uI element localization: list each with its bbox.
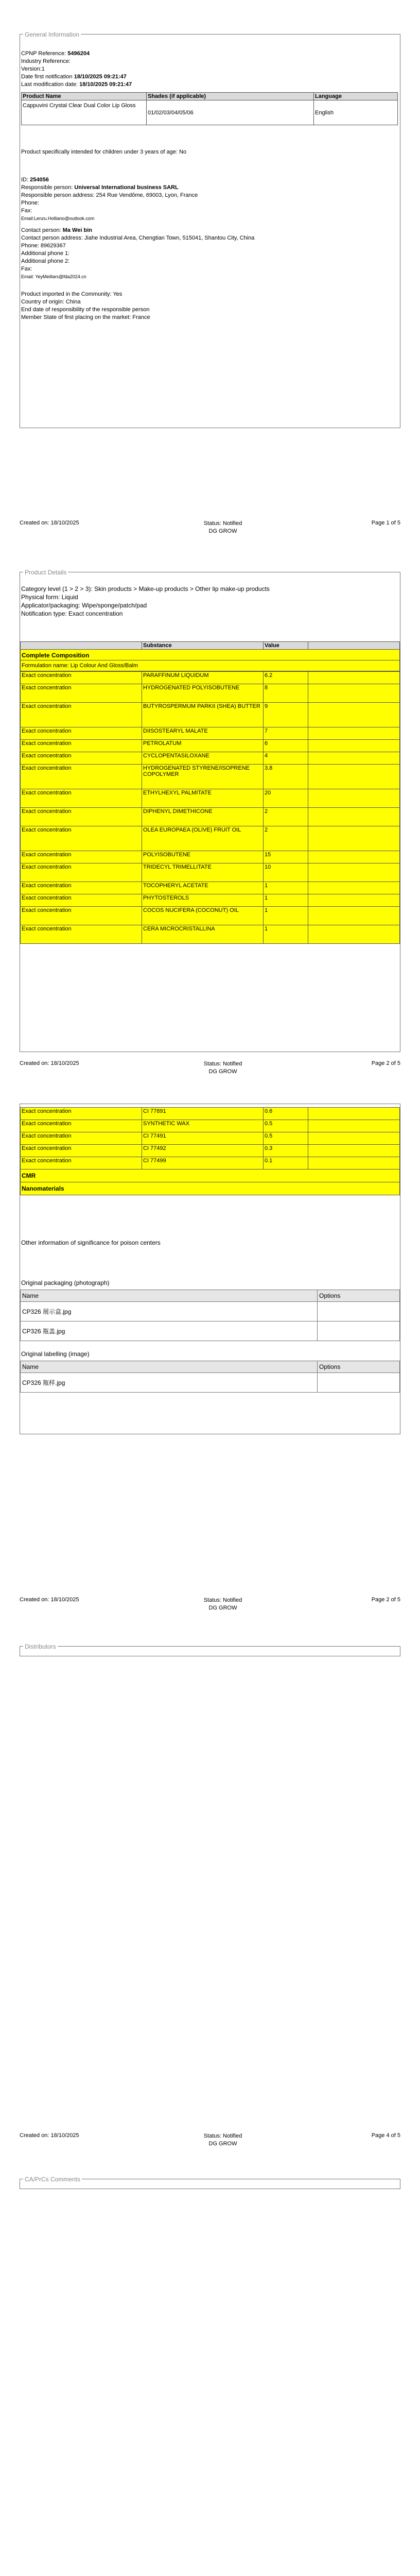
blank-cell bbox=[308, 851, 400, 863]
additional-phone-1: Additional phone 1: bbox=[21, 250, 70, 257]
value-cell: 15 bbox=[264, 851, 308, 863]
last-modification-label: Last modification date: bbox=[21, 81, 78, 88]
substance-cell: HYDROGENATED POLYISOBUTENE bbox=[142, 684, 264, 703]
product-details-continued-section bbox=[20, 1104, 400, 1434]
composition-row bbox=[21, 826, 400, 851]
footer-company: DG GROW bbox=[208, 528, 237, 534]
composition-row bbox=[21, 851, 400, 863]
footer-company: DG GROW bbox=[208, 2141, 237, 2147]
table-header: Substance bbox=[142, 642, 264, 650]
additional-phone-2: Additional phone 2: bbox=[21, 258, 70, 264]
general-info-block bbox=[21, 50, 397, 89]
contact-person-name: Ma Wei bin bbox=[62, 227, 92, 233]
composition-rows-continued bbox=[20, 1107, 400, 1170]
blank-cell bbox=[308, 672, 400, 684]
packaging-file-link[interactable]: CP326 展示盒.jpg bbox=[21, 1302, 318, 1321]
children-statement: Product specifically intended for children under 3 years of age: No bbox=[21, 149, 187, 155]
product-details-legend: Product Details bbox=[23, 569, 68, 576]
composition-row bbox=[21, 1145, 400, 1157]
blank-cell bbox=[308, 1145, 400, 1157]
composition-rows bbox=[20, 671, 400, 944]
value-cell: 0.3 bbox=[264, 1145, 308, 1157]
id-label: ID: bbox=[21, 177, 29, 183]
concentration-type-cell: Exact concentration bbox=[21, 1120, 142, 1132]
country-of-origin: Country of origin: China bbox=[21, 299, 81, 305]
concentration-type-cell: Exact concentration bbox=[21, 1108, 142, 1120]
id-value: 254056 bbox=[30, 177, 49, 183]
composition-row bbox=[21, 894, 400, 907]
table-header: Value bbox=[264, 642, 308, 650]
composition-row bbox=[21, 752, 400, 765]
composition-row bbox=[21, 808, 400, 826]
labelling-table bbox=[20, 1361, 400, 1393]
distributors-legend: Distributors bbox=[23, 1643, 58, 1650]
blank-cell bbox=[308, 1157, 400, 1170]
table-header: Options bbox=[318, 1361, 400, 1373]
value-cell: 8 bbox=[264, 684, 308, 703]
substance-cell: HYDROGENATED STYRENE/ISOPRENE COPOLYMER bbox=[142, 765, 264, 789]
composition-row bbox=[21, 765, 400, 789]
concentration-type-cell: Exact concentration bbox=[21, 1132, 142, 1145]
complete-composition-heading: Complete Composition bbox=[20, 650, 400, 660]
contact-person-label: Contact person: bbox=[21, 227, 61, 233]
footer-page: Page 1 of 5 bbox=[371, 520, 400, 526]
table-header: Options bbox=[318, 1290, 400, 1302]
packaging-file-link[interactable]: CP326 瓶盖.jpg bbox=[21, 1321, 318, 1341]
contact-fax: Fax: bbox=[21, 266, 32, 272]
notification-type: Notification type: Exact concentration bbox=[21, 610, 123, 617]
composition-row bbox=[21, 789, 400, 808]
concentration-type-cell: Exact concentration bbox=[21, 1145, 142, 1157]
substance-cell: CERA MICROCRISTALLINA bbox=[142, 925, 264, 944]
footer-status-block bbox=[177, 1060, 269, 1076]
value-cell: 2 bbox=[264, 826, 308, 851]
composition-table bbox=[20, 641, 400, 650]
first-notification-date: 18/10/2025 09:21:47 bbox=[74, 74, 127, 80]
product-category-block bbox=[21, 585, 397, 618]
composition-row bbox=[21, 863, 400, 882]
table-header: Product Name bbox=[22, 93, 147, 100]
table-header: Name bbox=[21, 1290, 318, 1302]
footer-status-block bbox=[177, 520, 269, 535]
table-header bbox=[21, 642, 142, 650]
substance-cell: SYNTHETIC WAX bbox=[142, 1120, 264, 1132]
blank-cell bbox=[308, 894, 400, 907]
formulation-name: Formulation name: Lip Colour And Gloss/Balm bbox=[20, 660, 400, 671]
product-name-cell: Cappuvini Crystal Clear Dual Color Lip Gloss bbox=[22, 100, 147, 125]
composition-row bbox=[21, 1157, 400, 1170]
blank-cell bbox=[308, 925, 400, 944]
footer-page: Page 4 of 5 bbox=[371, 2132, 400, 2139]
poison-centers-info: Other information of significance for poison centers bbox=[21, 1239, 161, 1246]
last-modification-date: 18/10/2025 09:21:47 bbox=[79, 81, 132, 88]
cmr-heading: CMR bbox=[20, 1170, 400, 1182]
responsible-person-label: Responsible person: bbox=[21, 184, 73, 191]
value-cell: 0.5 bbox=[264, 1132, 308, 1145]
contact-person-address: Contact person address: Jiahe Industrial Area, Chengtian Town, 515041, Shantou City, China bbox=[21, 235, 255, 241]
industry-reference: Industry Reference: bbox=[21, 58, 71, 64]
labelling-file-link[interactable]: CP326 瓶样.jpg bbox=[21, 1373, 318, 1393]
value-cell: 6.2 bbox=[264, 672, 308, 684]
packaging-table-wrap bbox=[20, 1290, 400, 1341]
concentration-type-cell: Exact concentration bbox=[21, 894, 142, 907]
substance-cell: PHYTOSTEROLS bbox=[142, 894, 264, 907]
substance-cell: ETHYLHEXYL PALMITATE bbox=[142, 789, 264, 808]
blank-cell bbox=[308, 1132, 400, 1145]
cpnp-value: 5496204 bbox=[67, 50, 90, 57]
options-cell bbox=[318, 1302, 400, 1321]
value-cell: 1 bbox=[264, 907, 308, 925]
footer-created: Created on: 18/10/2025 bbox=[20, 1060, 79, 1066]
blank-cell bbox=[308, 907, 400, 925]
category-levels: Category level (1 > 2 > 3): Skin products > Make-up products > Other lip make-up products bbox=[21, 585, 270, 592]
rp-fax: Fax: bbox=[21, 208, 32, 214]
footer-created: Created on: 18/10/2025 bbox=[20, 520, 79, 526]
composition-row bbox=[21, 925, 400, 944]
blank-cell bbox=[308, 752, 400, 765]
cpnp-label: CPNP Reference: bbox=[21, 50, 66, 57]
substance-cell: CI 77492 bbox=[142, 1145, 264, 1157]
composition-table-wrap bbox=[20, 641, 400, 944]
language-cell: English bbox=[314, 100, 398, 125]
value-cell: 2 bbox=[264, 808, 308, 826]
contact-email: Email: YeyMeillars@fda2024.cn bbox=[21, 274, 86, 279]
options-cell bbox=[318, 1373, 400, 1393]
physical-form: Physical form: Liquid bbox=[21, 594, 78, 601]
value-cell: 0.6 bbox=[264, 1108, 308, 1120]
table-header bbox=[308, 642, 400, 650]
rp-phone: Phone: bbox=[21, 200, 39, 206]
product-name-table-wrap bbox=[21, 92, 398, 125]
footer-company: DG GROW bbox=[208, 1605, 237, 1611]
composition-row bbox=[21, 740, 400, 752]
substance-cell: POLYISOBUTENE bbox=[142, 851, 264, 863]
end-date-responsibility: End date of responsibility of the responsible person bbox=[21, 307, 150, 313]
substance-cell: TRIDECYL TRIMELLITATE bbox=[142, 863, 264, 882]
footer-status: Status: Notified bbox=[203, 1597, 242, 1603]
product-details-section bbox=[20, 569, 400, 1052]
substance-cell: OLEA EUROPAEA (OLIVE) FRUIT OIL bbox=[142, 826, 264, 851]
value-cell: 1 bbox=[264, 894, 308, 907]
responsible-person-address: Responsible person address: 254 Rue Vendôme, 69003, Lyon, France bbox=[21, 192, 198, 198]
contact-phone: Phone: 89629367 bbox=[21, 243, 66, 249]
imported-statement: Product imported in the Community: Yes bbox=[21, 291, 122, 297]
comments-legend: CA/PrCs Comments bbox=[23, 2176, 82, 2183]
blank-cell bbox=[308, 1120, 400, 1132]
substance-cell: CI 77491 bbox=[142, 1132, 264, 1145]
blank-cell bbox=[308, 740, 400, 752]
value-cell: 7 bbox=[264, 727, 308, 740]
concentration-type-cell: Exact concentration bbox=[21, 727, 142, 740]
footer-status: Status: Notified bbox=[203, 2133, 242, 2139]
composition-row bbox=[21, 1120, 400, 1132]
value-cell: 4 bbox=[264, 752, 308, 765]
composition-row bbox=[21, 727, 400, 740]
value-cell: 9 bbox=[264, 703, 308, 727]
blank-cell bbox=[308, 703, 400, 727]
blank-cell bbox=[308, 826, 400, 851]
blank-cell bbox=[308, 1108, 400, 1120]
concentration-type-cell: Exact concentration bbox=[21, 752, 142, 765]
concentration-type-cell: Exact concentration bbox=[21, 863, 142, 882]
substance-cell: PARAFFINUM LIQUIDUM bbox=[142, 672, 264, 684]
substance-cell: CI 77891 bbox=[142, 1108, 264, 1120]
footer-created: Created on: 18/10/2025 bbox=[20, 1597, 79, 1603]
concentration-type-cell: Exact concentration bbox=[21, 925, 142, 944]
options-cell bbox=[318, 1321, 400, 1341]
concentration-type-cell: Exact concentration bbox=[21, 684, 142, 703]
substance-cell: TOCOPHERYL ACETATE bbox=[142, 882, 264, 894]
substance-cell: COCOS NUCIFERA (COCONUT) OIL bbox=[142, 907, 264, 925]
composition-row bbox=[21, 684, 400, 703]
shades-cell: 01/02/03/04/05/06 bbox=[147, 100, 314, 125]
substance-cell: BUTYROSPERMUM PARKII (SHEA) BUTTER bbox=[142, 703, 264, 727]
labelling-table-wrap bbox=[20, 1361, 400, 1393]
value-cell: 0.1 bbox=[264, 1157, 308, 1170]
packaging-table bbox=[20, 1290, 400, 1341]
concentration-type-cell: Exact concentration bbox=[21, 765, 142, 789]
distributors-section bbox=[20, 1643, 400, 1656]
concentration-type-cell: Exact concentration bbox=[21, 882, 142, 894]
concentration-type-cell: Exact concentration bbox=[21, 851, 142, 863]
applicator-packaging: Applicator/packaging: Wipe/sponge/patch/pad bbox=[21, 602, 147, 609]
general-information-section bbox=[20, 31, 400, 428]
footer-page: Page 2 of 5 bbox=[371, 1060, 400, 1066]
concentration-type-cell: Exact concentration bbox=[21, 789, 142, 808]
value-cell: 0.5 bbox=[264, 1120, 308, 1132]
substance-cell: DIPHENYL DIMETHICONE bbox=[142, 808, 264, 826]
composition-row bbox=[21, 1108, 400, 1120]
blank-cell bbox=[308, 684, 400, 703]
value-cell: 20 bbox=[264, 789, 308, 808]
blank-cell bbox=[308, 727, 400, 740]
footer-status-block bbox=[177, 1597, 269, 1612]
concentration-type-cell: Exact concentration bbox=[21, 808, 142, 826]
labelling-title: Original labelling (image) bbox=[21, 1350, 90, 1358]
concentration-type-cell: Exact concentration bbox=[21, 703, 142, 727]
packaging-title: Original packaging (photograph) bbox=[21, 1279, 110, 1286]
concentration-type-cell: Exact concentration bbox=[21, 740, 142, 752]
composition-row bbox=[21, 672, 400, 684]
footer-status: Status: Notified bbox=[203, 520, 242, 527]
concentration-type-cell: Exact concentration bbox=[21, 1157, 142, 1170]
composition-row bbox=[21, 1132, 400, 1145]
origin-block bbox=[21, 291, 397, 321]
composition-continued-wrap bbox=[20, 1107, 400, 1195]
product-name-table bbox=[21, 92, 398, 125]
blank-cell bbox=[308, 882, 400, 894]
member-state: Member State of first placing on the market: France bbox=[21, 314, 150, 320]
substance-cell: PETROLATUM bbox=[142, 740, 264, 752]
footer-status-block bbox=[177, 2132, 269, 2148]
footer-company: DG GROW bbox=[208, 1069, 237, 1075]
blank-cell bbox=[308, 765, 400, 789]
blank-cell bbox=[308, 863, 400, 882]
first-notification-label: Date first notification bbox=[21, 74, 73, 80]
footer-status: Status: Notified bbox=[203, 1061, 242, 1067]
comments-section bbox=[20, 2176, 400, 2189]
value-cell: 6 bbox=[264, 740, 308, 752]
concentration-type-cell: Exact concentration bbox=[21, 672, 142, 684]
concentration-type-cell: Exact concentration bbox=[21, 907, 142, 925]
blank-cell bbox=[308, 808, 400, 826]
table-header: Name bbox=[21, 1361, 318, 1373]
contact-person-block bbox=[21, 227, 397, 281]
value-cell: 1 bbox=[264, 925, 308, 944]
substance-cell: CI 77499 bbox=[142, 1157, 264, 1170]
blank-cell bbox=[308, 789, 400, 808]
table-header: Shades (if applicable) bbox=[147, 93, 314, 100]
table-header: Language bbox=[314, 93, 398, 100]
value-cell: 1 bbox=[264, 882, 308, 894]
footer-page: Page 2 of 5 bbox=[371, 1597, 400, 1603]
composition-row bbox=[21, 882, 400, 894]
value-cell: 3.8 bbox=[264, 765, 308, 789]
composition-row bbox=[21, 907, 400, 925]
concentration-type-cell: Exact concentration bbox=[21, 826, 142, 851]
footer-created: Created on: 18/10/2025 bbox=[20, 2132, 79, 2139]
composition-row bbox=[21, 703, 400, 727]
responsible-person-block bbox=[21, 176, 397, 223]
substance-cell: DIISOSTEARYL MALATE bbox=[142, 727, 264, 740]
responsible-person-name: Universal International business SARL bbox=[74, 184, 179, 191]
version: Version:1 bbox=[21, 66, 45, 72]
rp-email: Email:Lenzu.Holliano@outlook.com bbox=[21, 216, 95, 221]
nanomaterials-heading: Nanomaterials bbox=[20, 1182, 400, 1195]
general-information-legend: General Information bbox=[23, 31, 81, 38]
substance-cell: CYCLOPENTASILOXANE bbox=[142, 752, 264, 765]
value-cell: 10 bbox=[264, 863, 308, 882]
